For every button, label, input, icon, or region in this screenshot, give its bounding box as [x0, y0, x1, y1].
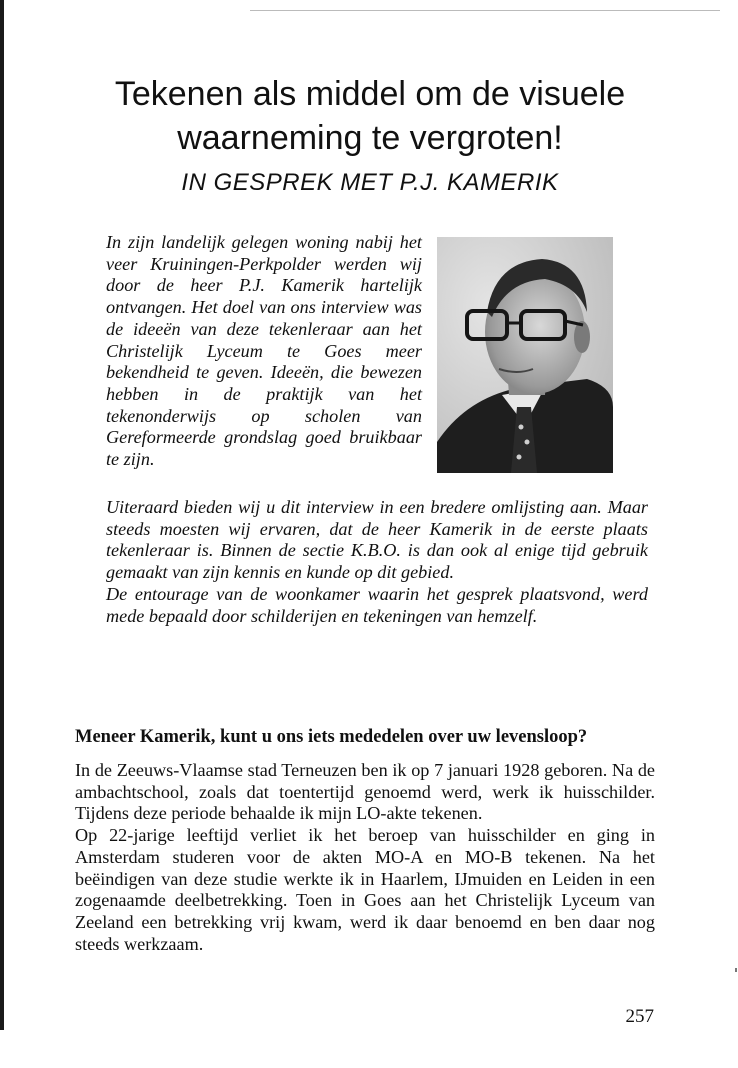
- intro-paragraph-1: In zijn landelijk gelegen woning nabij het veer Kruiningen-Perkpolder werden wij door de heer P.J. Kamerik hartelijk ontvangen. Het doel van ons interview was de ideeën van deze tekenleraar aan het Christelijk Lyceum te Goes meer bekendheid te geven. Ideeën, die bewezen hebben in de praktijk van het tekenonderwijs op scholen van Gereformeerde grondslag goed bruikbaar te zijn.: [106, 232, 422, 470]
- intro-paragraph-3: De entourage van de woonkamer waarin het gesprek plaatsvond, werd mede bepaald door schilderijen en tekeningen van hemzelf.: [106, 583, 648, 626]
- portrait-photo: [437, 237, 613, 473]
- page-edge-shadow: [0, 0, 4, 1030]
- page-number: 257: [625, 1006, 654, 1027]
- article-title: Tekenen als middel om de visuele waarneming te vergroten!: [114, 75, 626, 157]
- article-subtitle: IN GESPREK MET P.J. KAMERIK: [181, 169, 559, 196]
- interview-question: Meneer Kamerik, kunt u ons iets mededelen over uw levensloop?: [75, 727, 588, 747]
- scan-speck: [735, 968, 737, 972]
- intro-text-beside-photo: [106, 232, 422, 471]
- answer-paragraph-2: Op 22-jarige leeftijd verliet ik het beroep van huisschilder en ging in Amsterdam studeren voor de akten MO-A en MO-B tekenen. Na het beëindigen van deze studie werkte ik in Haarlem, IJmuiden en Leiden in een zogenaamde deelbetrekking. Toen in Goes aan het Christelijk Lyceum van Zeeland een betrekking vrij kwam, werd ik daar benoemd en ben daar nog steeds werkzaam.: [75, 825, 655, 954]
- intro-paragraph-2: Uiteraard bieden wij u dit interview in een bredere omlijsting aan. Maar steeds moesten wij ervaren, dat de heer Kamerik in de eerste plaats tekenleraar is. Binnen de sectie K.B.O. is dan ook al enige tijd gebruik gemaakt van zijn kennis en kunde op dit gebied.: [106, 497, 648, 583]
- top-rule: [250, 10, 720, 11]
- interview-answer: [75, 760, 655, 955]
- answer-paragraph-1: In de Zeeuws-Vlaamse stad Terneuzen ben ik op 7 januari 1928 geboren. Na de ambachtschool, zoals dat toentertijd genoemd werd, werk ik huisschilder. Tijdens deze periode behaalde ik mijn LO-akte tekenen.: [75, 760, 655, 824]
- intro-text-full-width: [106, 497, 648, 627]
